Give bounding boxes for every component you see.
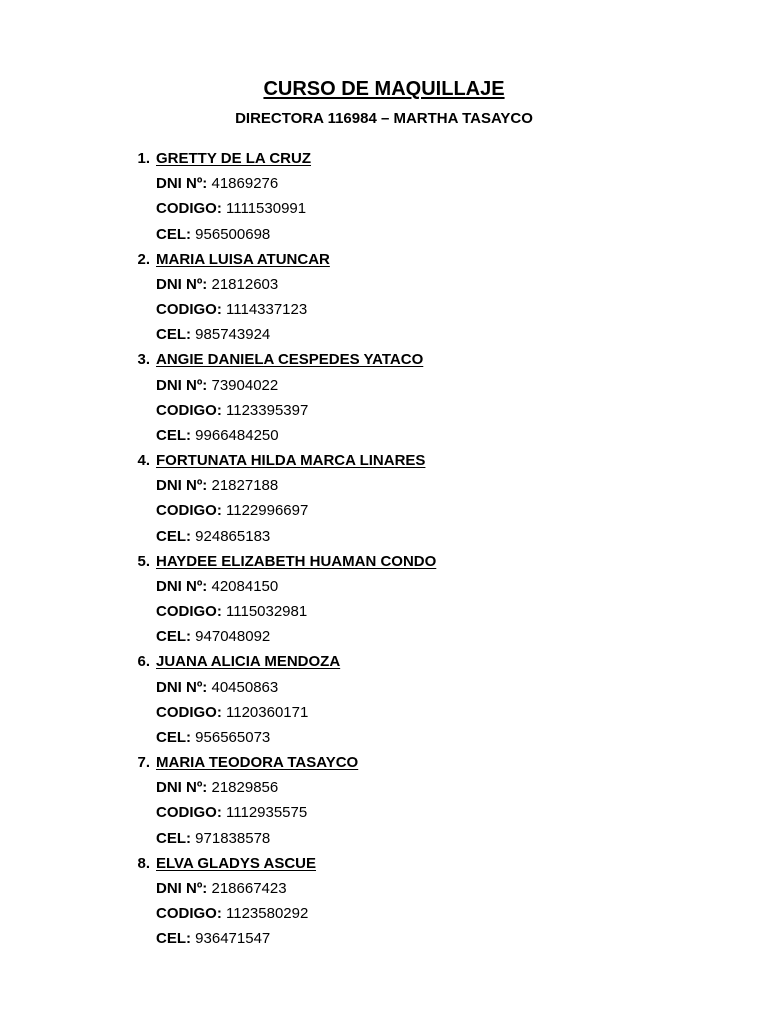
codigo-label: CODIGO: [156, 703, 222, 721]
cel-value: 947048092 [195, 628, 271, 646]
entry-number: 3. [137, 351, 150, 369]
entry-number: 5. [137, 552, 150, 570]
cel-value: 936471547 [195, 930, 271, 948]
cel-label: CEL: [156, 426, 191, 444]
student-entry [0, 347, 768, 448]
cel-label: CEL: [156, 326, 191, 344]
dni-label: DNI Nº: [156, 275, 208, 293]
cel-value: 985743924 [195, 326, 271, 344]
student-entry [0, 750, 768, 851]
entry-name: ANGIE DANIELA CESPEDES YATACO [156, 351, 424, 369]
entry-number: 8. [137, 854, 150, 872]
entry-dni-line [0, 574, 768, 599]
dni-value: 40450863 [211, 678, 279, 696]
cel-label: CEL: [156, 527, 191, 545]
dni-label: DNI Nº: [156, 779, 208, 797]
codigo-label: CODIGO: [156, 502, 222, 520]
dni-label: DNI Nº: [156, 477, 208, 495]
student-entry [0, 247, 768, 348]
entry-cel-line [0, 624, 768, 649]
entry-codigo-line [0, 297, 768, 322]
entry-number: 7. [137, 754, 150, 772]
dni-label: DNI Nº: [156, 678, 208, 696]
entry-codigo-line [0, 498, 768, 523]
cel-label: CEL: [156, 930, 191, 948]
document-title: CURSO DE MAQUILLAJE [263, 78, 505, 100]
dni-label: DNI Nº: [156, 175, 208, 193]
entry-codigo-line [0, 398, 768, 423]
dni-label: DNI Nº: [156, 376, 208, 394]
entry-dni-line [0, 876, 768, 901]
cel-value: 924865183 [195, 527, 271, 545]
codigo-label: CODIGO: [156, 804, 222, 822]
entry-dni-line [0, 373, 768, 398]
entry-name-line [0, 750, 768, 775]
entry-name-line [0, 146, 768, 171]
codigo-label: CODIGO: [156, 401, 222, 419]
cel-label: CEL: [156, 628, 191, 646]
entry-number: 1. [137, 150, 150, 167]
entry-cel-line [0, 322, 768, 347]
codigo-value: 1123395397 [226, 401, 309, 419]
dni-value: 42084150 [211, 577, 279, 595]
cel-value: 956565073 [195, 728, 271, 746]
entry-cel-line [0, 222, 768, 247]
cel-value: 971838578 [195, 829, 271, 847]
entry-codigo-line [0, 700, 768, 725]
dni-label: DNI Nº: [156, 577, 208, 595]
entry-number: 2. [137, 250, 150, 268]
entry-name: FORTUNATA HILDA MARCA LINARES [156, 452, 426, 470]
dni-value: 73904022 [211, 376, 279, 394]
entry-cel-line [0, 725, 768, 750]
cel-label: CEL: [156, 728, 191, 746]
entry-dni-line [0, 775, 768, 800]
entry-number: 4. [137, 452, 150, 470]
entry-cel-line [0, 524, 768, 549]
cel-value: 9966484250 [195, 426, 279, 444]
entry-codigo-line [0, 196, 768, 221]
student-entry [0, 649, 768, 750]
student-entry [0, 448, 768, 549]
entry-dni-line [0, 675, 768, 700]
student-entry [0, 549, 768, 650]
entry-name-line [0, 649, 768, 674]
codigo-value: 1112935575 [226, 804, 308, 822]
dni-value: 218667423 [211, 879, 287, 897]
student-entry [0, 851, 768, 952]
entry-name-line [0, 549, 768, 574]
codigo-label: CODIGO: [156, 603, 222, 621]
entry-name-line [0, 448, 768, 473]
entry-dni-line [0, 171, 768, 196]
entry-cel-line [0, 926, 768, 951]
entry-dni-line [0, 473, 768, 498]
cel-label: CEL: [156, 829, 191, 847]
entry-name: GRETTY DE LA CRUZ [156, 150, 312, 167]
codigo-label: CODIGO: [156, 200, 222, 218]
dni-value: 21829856 [211, 779, 279, 797]
entry-name-line [0, 247, 768, 272]
student-list [0, 146, 768, 952]
codigo-label: CODIGO: [156, 301, 222, 319]
entry-name: MARIA TEODORA TASAYCO [156, 754, 359, 772]
codigo-label: CODIGO: [156, 905, 222, 923]
entry-name-line [0, 851, 768, 876]
codigo-value: 1122996697 [226, 502, 309, 520]
entry-name: JUANA ALICIA MENDOZA [156, 653, 341, 671]
entry-codigo-line [0, 901, 768, 926]
codigo-value: 1123580292 [226, 905, 309, 923]
entry-dni-line [0, 272, 768, 297]
dni-value: 21812603 [211, 275, 279, 293]
dni-value: 21827188 [211, 477, 279, 495]
codigo-value: 1114337123 [226, 301, 308, 319]
entry-codigo-line [0, 800, 768, 825]
entry-name-line [0, 347, 768, 372]
cel-label: CEL: [156, 225, 191, 243]
student-entry [0, 146, 768, 247]
dni-value: 41869276 [211, 175, 279, 193]
entry-name: HAYDEE ELIZABETH HUAMAN CONDO [156, 552, 437, 570]
codigo-value: 1120360171 [226, 703, 309, 721]
entry-cel-line [0, 826, 768, 851]
entry-number: 6. [137, 653, 150, 671]
entry-cel-line [0, 423, 768, 448]
document-subtitle: DIRECTORA 116984 – MARTHA TASAYCO [235, 110, 533, 127]
cel-value: 956500698 [195, 225, 271, 243]
dni-label: DNI Nº: [156, 879, 208, 897]
codigo-value: 1111530991 [226, 200, 307, 218]
entry-name: MARIA LUISA ATUNCAR [156, 250, 330, 268]
codigo-value: 1115032981 [226, 603, 308, 621]
entry-name: ELVA GLADYS ASCUE [156, 854, 317, 872]
entry-codigo-line [0, 599, 768, 624]
